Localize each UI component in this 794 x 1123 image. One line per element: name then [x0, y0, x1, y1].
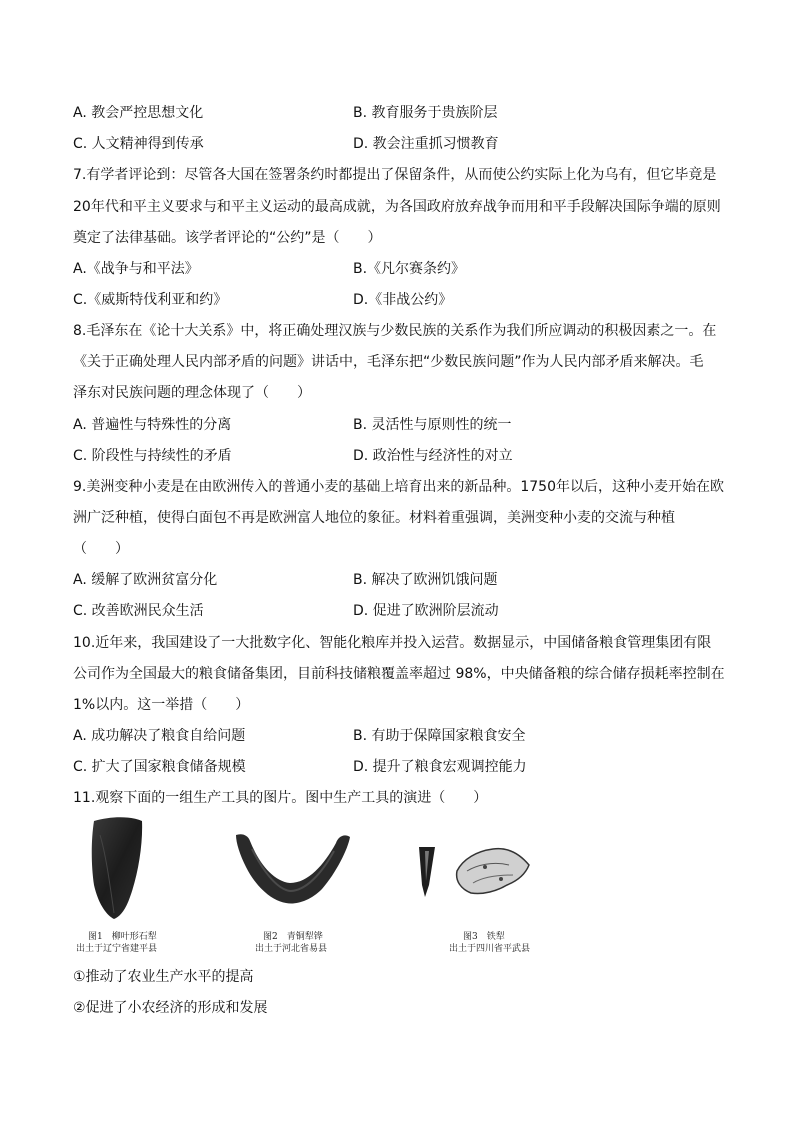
q10-stem-line-3: 1%以内。这一举措（ ） — [73, 697, 250, 713]
q9-option-a: A. 缓解了欧洲贫富分化 — [73, 572, 218, 588]
q8-stem-line-2: 《关于正确处理人民内部矛盾的问题》讲话中，毛泽东把“少数民族问题”作为人民内部矛盾来解决。毛 — [73, 354, 704, 370]
q7-stem-line-1: 7.有学者评论到：尽管各大国在签署条约时都提出了保留条件，从而使公约实际上化为乌有，但它毕竟是 — [73, 167, 717, 183]
q7-option-c: C.《威斯特伐利亚和约》 — [73, 292, 228, 308]
figure-1-caption-title: 图1 柳叶形石犁 — [88, 932, 157, 942]
q7-option-d: D.《非战公约》 — [353, 292, 453, 308]
q10-option-b: B. 有助于保障国家粮食安全 — [353, 728, 526, 744]
q6-option-d: D. 教会注重抓习惯教育 — [353, 136, 499, 152]
q8-stem-line-3: 泽东对民族问题的理念体现了（ ） — [73, 385, 311, 401]
q10-stem-line-2: 公司作为全国最大的粮食储备集团，目前科技储粮覆盖率超过 98%，中央储备粮的综合储存损耗率控制在 — [73, 666, 725, 682]
q8-option-d: D. 政治性与经济性的对立 — [353, 448, 513, 464]
q6-option-c: C. 人文精神得到传承 — [73, 136, 204, 152]
q8-option-b: B. 灵活性与原则性的统一 — [353, 417, 512, 433]
figure-2-bronze-plough-image — [232, 829, 352, 909]
q7-stem-line-2: 20年代和平主义要求与和平主义运动的最高成就，为各国政府放弃战争而用和平手段解决国际争端的原则 — [73, 199, 721, 215]
figure-3-caption-title: 图3 铁犁 — [463, 932, 505, 942]
figure-3-caption-source: 出土于四川省平武县 — [449, 944, 531, 954]
q8-option-a: A. 普遍性与特殊性的分离 — [73, 417, 232, 433]
q7-option-b: B.《凡尔赛条约》 — [353, 261, 466, 277]
figure-2-caption-source: 出土于河北省易县 — [255, 944, 328, 954]
q8-option-c: C. 阶段性与持续性的矛盾 — [73, 448, 232, 464]
figure-3-iron-plough-image — [413, 841, 535, 903]
q9-option-d: D. 促进了欧洲阶层流动 — [353, 603, 499, 619]
q9-stem-line-2: 洲广泛种植，使得白面包不再是欧洲富人地位的象征。材料着重强调，美洲变种小麦的交流与种植 — [73, 510, 675, 526]
figure-2-caption-title: 图2 青铜犁铧 — [263, 932, 323, 942]
figure-1-stone-plough-image — [86, 815, 146, 921]
q6-option-a: A. 教会严控思想文化 — [73, 105, 204, 121]
q6-option-b: B. 教育服务于贵族阶层 — [353, 105, 498, 121]
figure-1-caption-source: 出土于辽宁省建平县 — [76, 944, 158, 954]
q11-statement-1: ①推动了农业生产水平的提高 — [73, 969, 254, 985]
q10-option-d: D. 提升了粮食宏观调控能力 — [353, 759, 527, 775]
q10-stem-line-1: 10.近年来，我国建设了一大批数字化、智能化粮库并投入运营。数据显示，中国储备粮食管理集团有限 — [73, 635, 712, 651]
q11-statement-2: ②促进了小农经济的形成和发展 — [73, 1000, 268, 1016]
q7-option-a: A.《战争与和平法》 — [73, 261, 199, 277]
q11-stem: 11.观察下面的一组生产工具的图片。图中生产工具的演进（ ） — [73, 790, 488, 806]
q7-stem-line-3: 奠定了法律基础。该学者评论的“公约”是（ ） — [73, 230, 382, 246]
q10-option-c: C. 扩大了国家粮食储备规模 — [73, 759, 246, 775]
q9-option-b: B. 解决了欧洲饥饿问题 — [353, 572, 498, 588]
q9-stem-line-3: （ ） — [73, 541, 129, 557]
q8-stem-line-1: 8.毛泽东在《论十大关系》中，将正确处理汉族与少数民族的关系作为我们所应调动的积极因素之一。在 — [73, 323, 717, 339]
q9-option-c: C. 改善欧洲民众生活 — [73, 603, 204, 619]
q9-stem-line-1: 9.美洲变种小麦是在由欧洲传入的普通小麦的基础上培育出来的新品种。1750年以后，这种小麦开始在欧 — [73, 479, 724, 495]
q10-option-a: A. 成功解决了粮食自给问题 — [73, 728, 246, 744]
